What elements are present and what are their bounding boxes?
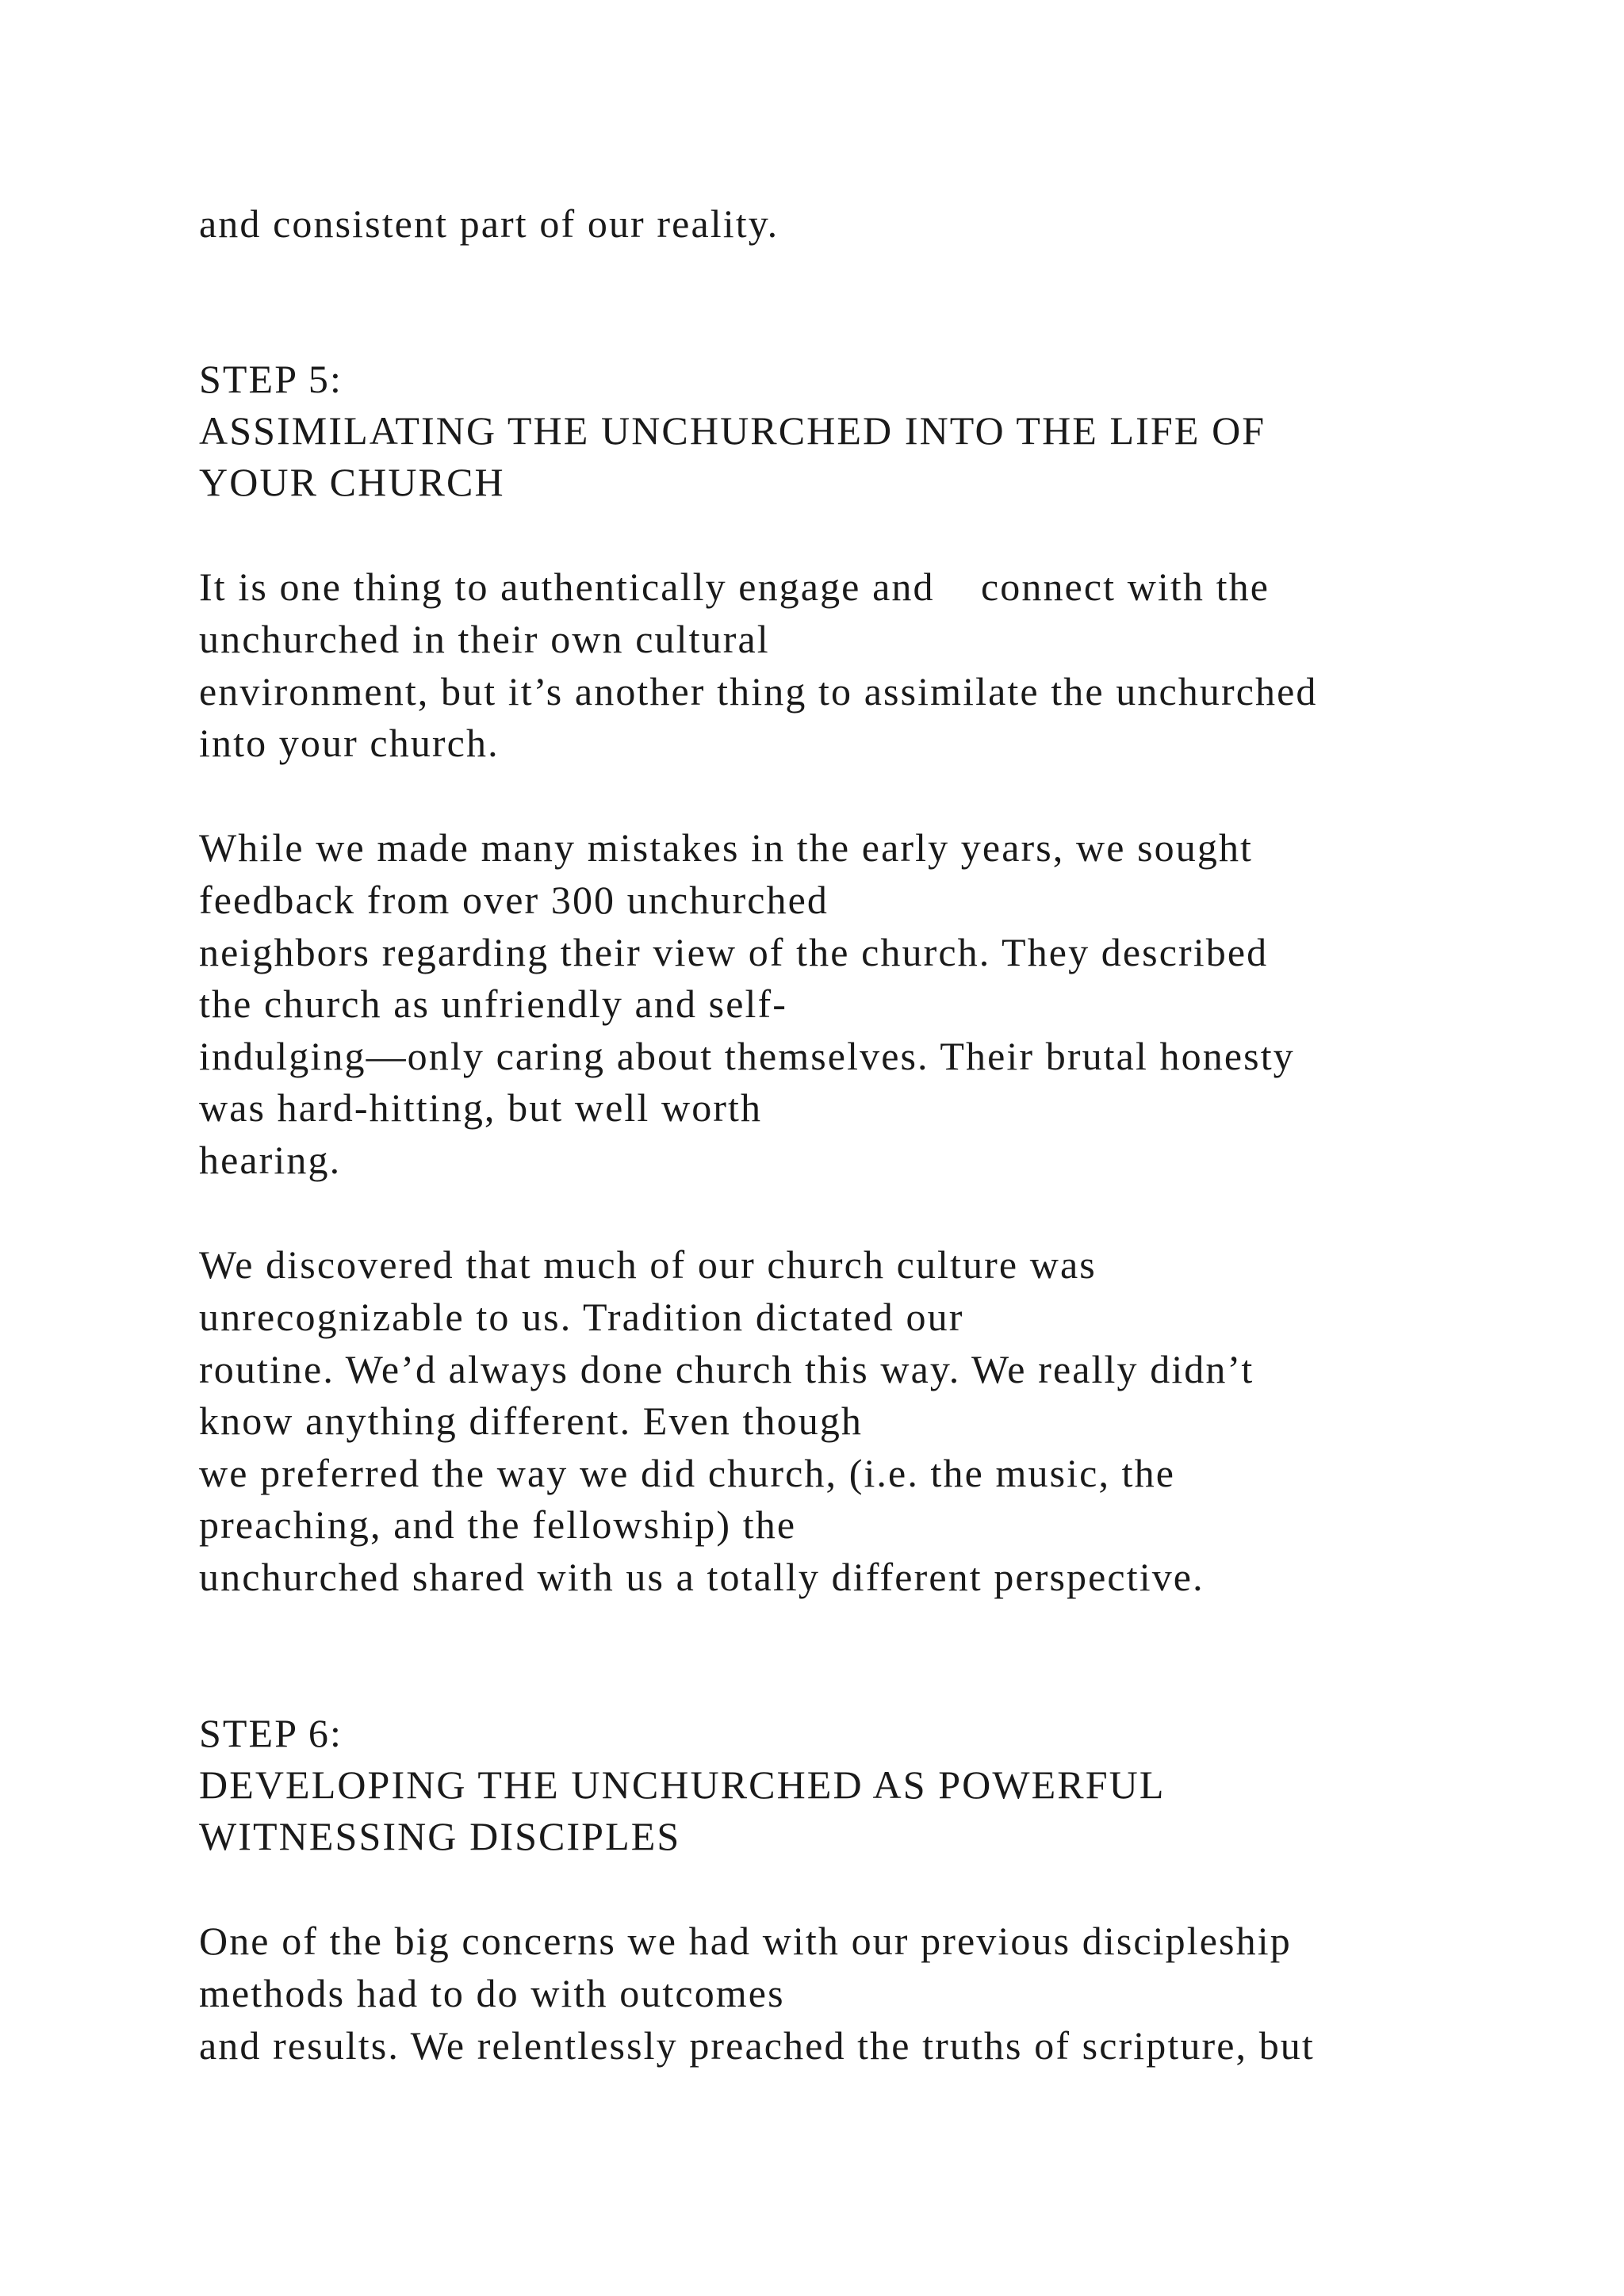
body-line: and results. We relentlessly preached the truths of scripture, but [199,2023,1315,2068]
step-title-line: ASSIMILATING THE UNCHURCHED INTO THE LIFE OF [199,408,1266,453]
body-line: was hard-hitting, but well worth [199,1085,763,1130]
body-line: into your church. [199,721,500,765]
body-line: One of the big concerns we had with our previous discipleship [199,1919,1292,1963]
step-label: STEP 5: [199,357,343,401]
body-line: environment, but it’s another thing to assimilate the unchurched [199,669,1318,714]
body-line: unchurched in their own cultural [199,617,770,661]
body-line: and consistent part of our reality. [199,201,779,246]
body-line: the church as unfriendly and self- [199,982,787,1026]
body-line: methods had to do with outcomes [199,1971,785,2015]
body-line: While we made many mistakes in the early years, we sought [199,825,1254,870]
step-label: STEP 6: [199,1711,343,1755]
body-line: unrecognizable to us. Tradition dictated our [199,1295,964,1339]
step-title-line: WITNESSING DISCIPLES [199,1814,681,1858]
body-line: We discovered that much of our church culture was [199,1242,1097,1287]
body-line: we preferred the way we did church, (i.e. the music, the [199,1451,1176,1495]
step-title-line: YOUR CHURCH [199,460,505,504]
body-line: hearing. [199,1138,342,1182]
body-line: feedback from over 300 unchurched [199,878,829,922]
body-line: preaching, and the fellowship) the [199,1502,797,1547]
body-line: indulging—only caring about themselves. Their brutal honesty [199,1034,1295,1078]
body-line: routine. We’d always done church this way. We really didn’t [199,1347,1254,1391]
body-line: neighbors regarding their view of the church. They described [199,930,1269,974]
body-line: unchurched shared with us a totally different perspective. [199,1555,1205,1599]
body-line: It is one thing to authentically engage and connect with the [199,564,1270,609]
step-title-line: DEVELOPING THE UNCHURCHED AS POWERFUL [199,1762,1166,1807]
body-line: know anything different. Even though [199,1399,864,1443]
